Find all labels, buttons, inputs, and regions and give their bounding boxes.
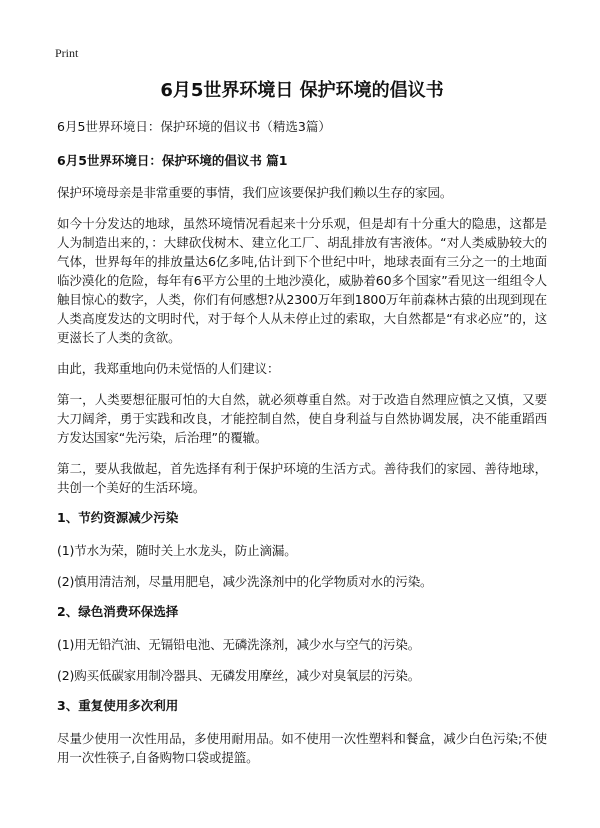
item-heading: 3、重复使用多次利用 [57,698,179,713]
item-line: (2)慎用清洁剂，尽量用肥皂，减少洗涤剂中的化学物质对水的污染。 [57,574,433,589]
item-line: 尽量少使用一次性用品，多使用耐用品。如不使用一次性塑料和餐盒，减少白色污染;不使用一次性筷子,自备购物口袋或提篮。 [57,731,547,765]
document-content [57,78,547,779]
paragraph: 如今十分发达的地球，虽然环境情况看起来十分乐观，但是却有十分重大的隐患，这都是人为制造出来的，：大肆砍伐树木、建立化工厂、胡乱排放有害液体。“对人类威胁较大的气体，世界每年的排放量达6亿多吨,估计到下个世纪中叶，地球表面有三分之一的土地面临沙漠化的危险，每年有6平方公里的土地沙漠化，威胁着60多个国家”看见这一组组令人触目惊心的数字，人类，你们有何感想?从2300万年到1800万年前森林古猿的出现到现在人类高度发达的文明时代，对于每个人从未停止过的索取，大自然都是“有求必应”的，这更滋长了人类的贪欲。 [57,216,547,345]
item-line: (2)购买低碳家用制冷器具、无磷发用摩丝，减少对臭氧层的污染。 [57,668,421,683]
item-line: (1)节水为荣，随时关上水龙头，防止滴漏。 [57,543,297,558]
document-title: 6月5世界环境日 保护环境的倡议书 [160,80,444,101]
document-subtitle: 6月5世界环境日：保护环境的倡议书（精选3篇） [57,119,331,134]
paragraph: 第一，人类要想征服可怕的大自然，就必须尊重自然。对于改造自然理应慎之又慎，又要大刀阔斧，勇于实践和改良，才能控制自然，使自身利益与自然协调发展，决不能重蹈西方发达国家“先污染，后治理”的覆辙。 [57,392,547,445]
print-label[interactable]: Print [55,46,79,60]
item-heading: 1、节约资源减少污染 [57,510,179,525]
item-line: (1)用无铅汽油、无镉铅电池、无磷洗涤剂，减少水与空气的污染。 [57,637,421,652]
paragraph: 第二，要从我做起，首先选择有利于保护环境的生活方式。善待我们的家园、善待地球，共创一个美好的生活环境。 [57,461,547,495]
paragraph: 保护环境母亲是非常重要的事情，我们应该要保护我们赖以生存的家园。 [57,185,453,200]
paragraph: 由此，我郑重地向仍未觉悟的人们建议： [57,361,280,376]
item-heading: 2、绿色消费环保选择 [57,604,179,619]
section-heading: 6月5世界环境日：保护环境的倡议书 篇1 [57,153,288,168]
